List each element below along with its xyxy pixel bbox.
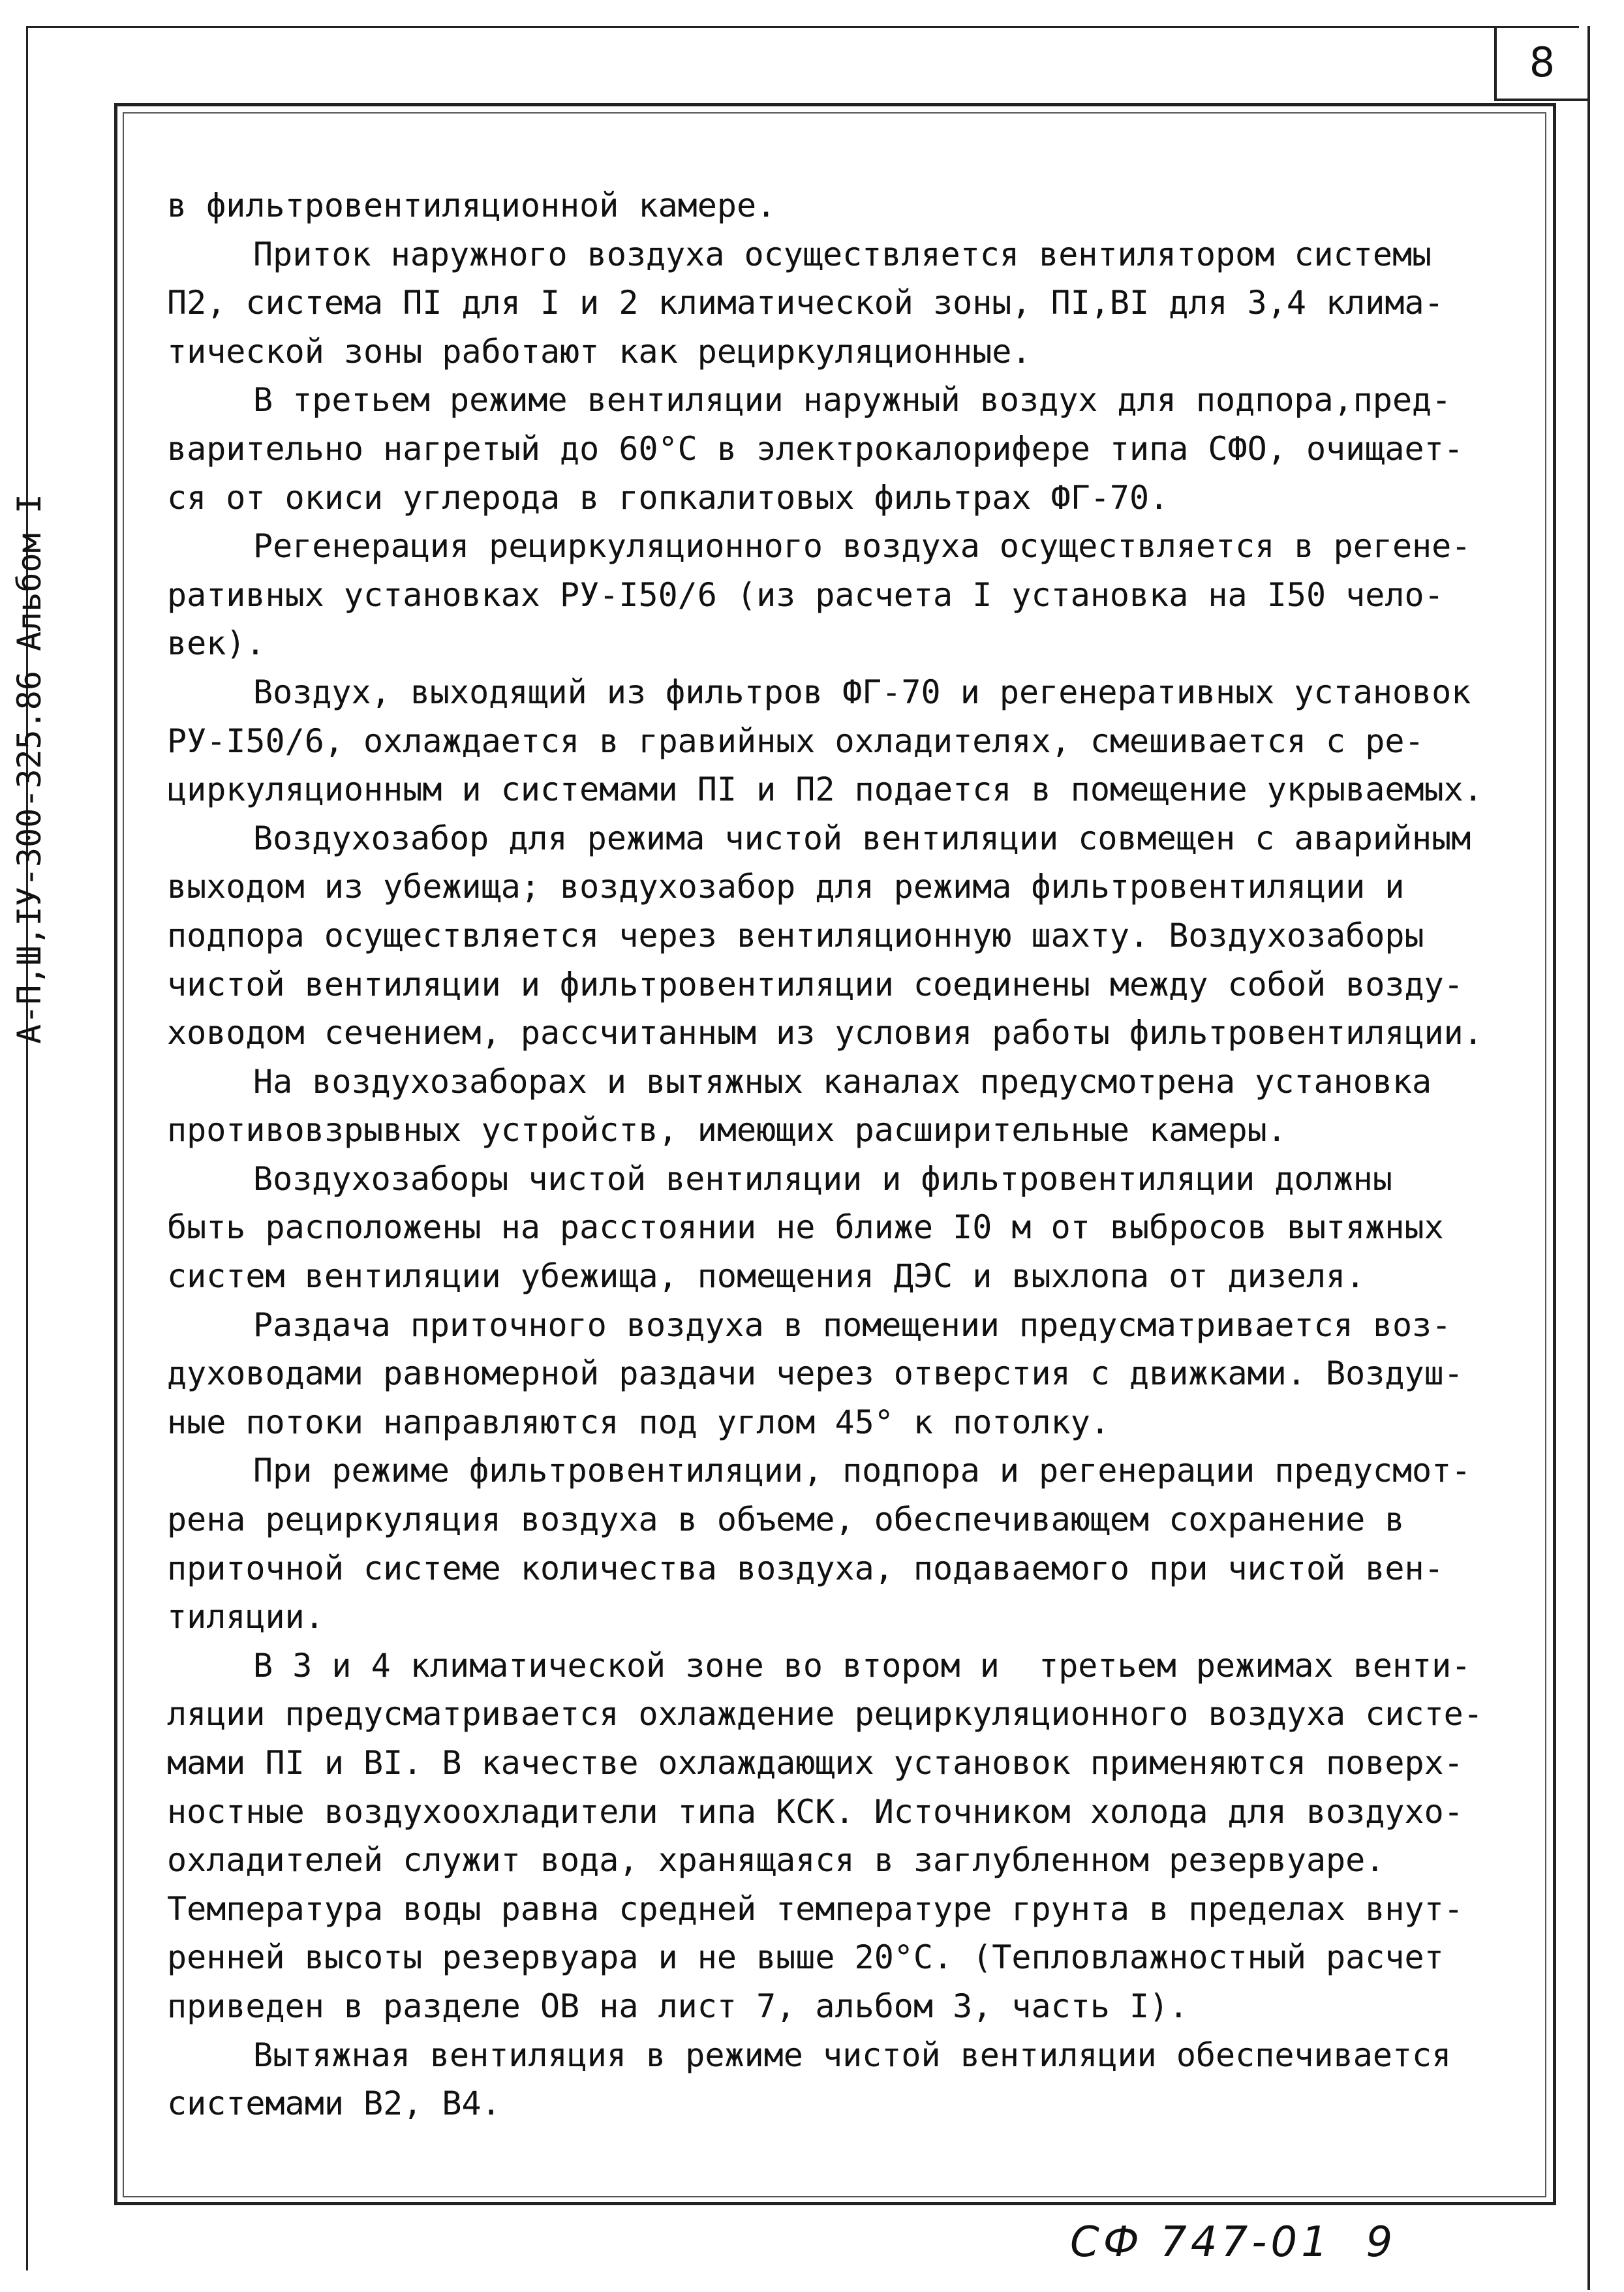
- page-border-top: [26, 26, 1579, 28]
- paragraph-start-line: Воздух, выходящий из фильтров ФГ-70 и регенеративных установок: [253, 673, 1471, 711]
- paragraph-start-line: В третьем режиме вентиляции наружный воздух для подпора,пред-: [253, 381, 1452, 420]
- document-body: [167, 181, 1531, 2128]
- paragraph-start-line: Воздухозабор для режима чистой вентиляции совмещен с аварийным: [253, 819, 1471, 857]
- paragraph-start-line: На воздухозаборах и вытяжных каналах предусмотрена установка: [253, 1062, 1432, 1101]
- text-line: ховодом сечением, рассчитанным из условия работы фильтровентиляции.: [167, 1014, 1483, 1052]
- paragraph-start-line: Приток наружного воздуха осуществляется вентилятором системы: [253, 235, 1432, 273]
- text-line: Температура воды равна средней температуре грунта в пределах внут-: [167, 1889, 1463, 1928]
- text-line: систем вентиляции убежища, помещения ДЭС и выхлопа от дизеля.: [167, 1257, 1366, 1296]
- text-line: варительно нагретый до 60°С в электрокалорифере типа СФО, очищает-: [167, 429, 1463, 468]
- text-line: ся от окиси углерода в гопкалитовых фильтрах ФГ-70.: [167, 478, 1169, 517]
- text-line: тиляции.: [167, 1598, 324, 1636]
- text-line: чистой вентиляции и фильтровентиляции соединены между собой возду-: [167, 965, 1463, 1003]
- text-line: противовзрывных устройств, имеющих расширительные камеры.: [167, 1111, 1287, 1150]
- text-line: ные потоки направляются под углом 45° к потолку.: [167, 1403, 1110, 1441]
- paragraph-start-line: Вытяжная вентиляция в режиме чистой вентиляции обеспечивается: [253, 2036, 1452, 2074]
- text-line: П2, система ПI для I и 2 климатической зоны, ПI,ВI для 3,4 клима-: [167, 284, 1444, 322]
- text-line: циркуляционным и системами ПI и П2 подается в помещение укрываемых.: [167, 771, 1483, 809]
- footer-document-code: СФ 747-01 9: [1070, 2218, 1397, 2267]
- paragraph-start-line: Воздухозаборы чистой вентиляции и фильтровентиляции должны: [253, 1159, 1392, 1198]
- paragraph-start-line: Регенерация рециркуляционного воздуха осуществляется в регене-: [253, 527, 1471, 566]
- text-line: ностные воздухоохладители типа КСК. Источником холода для воздухо-: [167, 1792, 1463, 1831]
- page-border-right: [1587, 26, 1590, 2290]
- text-line: рена рециркуляция воздуха в объеме, обеспечивающем сохранение в: [167, 1501, 1405, 1539]
- text-line: РУ-I50/6, охлаждается в гравийных охладителях, смешивается с ре-: [167, 722, 1424, 760]
- text-line: системами В2, В4.: [167, 2085, 501, 2123]
- side-stamp: А-П,Ш,IУ-300-325.86 Альбом I: [10, 494, 48, 1044]
- text-line: приточной системе количества воздуха, подаваемого при чистой вен-: [167, 1549, 1444, 1587]
- text-line: мами ПI и ВI. В качестве охлаждающих установок применяются поверх-: [167, 1744, 1463, 1782]
- text-line: подпора осуществляется через вентиляционную шахту. Воздухозаборы: [167, 916, 1424, 955]
- text-line: ренней высоты резервуара и не выше 20°С. (Тепловлажностный расчет: [167, 1938, 1444, 1977]
- text-line: быть расположены на расстоянии не ближе I0 м от выбросов вытяжных: [167, 1208, 1444, 1247]
- text-line: приведен в разделе ОВ на лист 7, альбом 3, часть I).: [167, 1987, 1189, 2025]
- page-number: 8: [1494, 26, 1587, 101]
- paragraph-start-line: В 3 и 4 климатической зоне во втором и третьем режимах венти-: [253, 1646, 1471, 1685]
- text-line: ративных установках РУ-I50/6 (из расчета I установка на I50 чело-: [167, 575, 1444, 614]
- text-line: в фильтровентиляционной камере.: [167, 187, 776, 224]
- text-line: тической зоны работают как рециркуляционные.: [167, 332, 1032, 371]
- paragraph-start-line: При режиме фильтровентиляции, подпора и регенерации предусмот-: [253, 1452, 1471, 1490]
- text-line: век).: [167, 624, 266, 663]
- text-line: ляции предусматривается охлаждение рециркуляционного воздуха систе-: [167, 1695, 1483, 1734]
- text-line: выходом из убежища; воздухозабор для режима фильтровентиляции и: [167, 868, 1405, 906]
- text-line: охладителей служит вода, хранящаяся в заглубленном резервуаре.: [167, 1841, 1385, 1880]
- text-line: духоводами равномерной раздачи через отверстия с движками. Воздуш-: [167, 1354, 1463, 1393]
- paragraph-start-line: Раздача приточного воздуха в помещении предусматривается воз-: [253, 1306, 1452, 1344]
